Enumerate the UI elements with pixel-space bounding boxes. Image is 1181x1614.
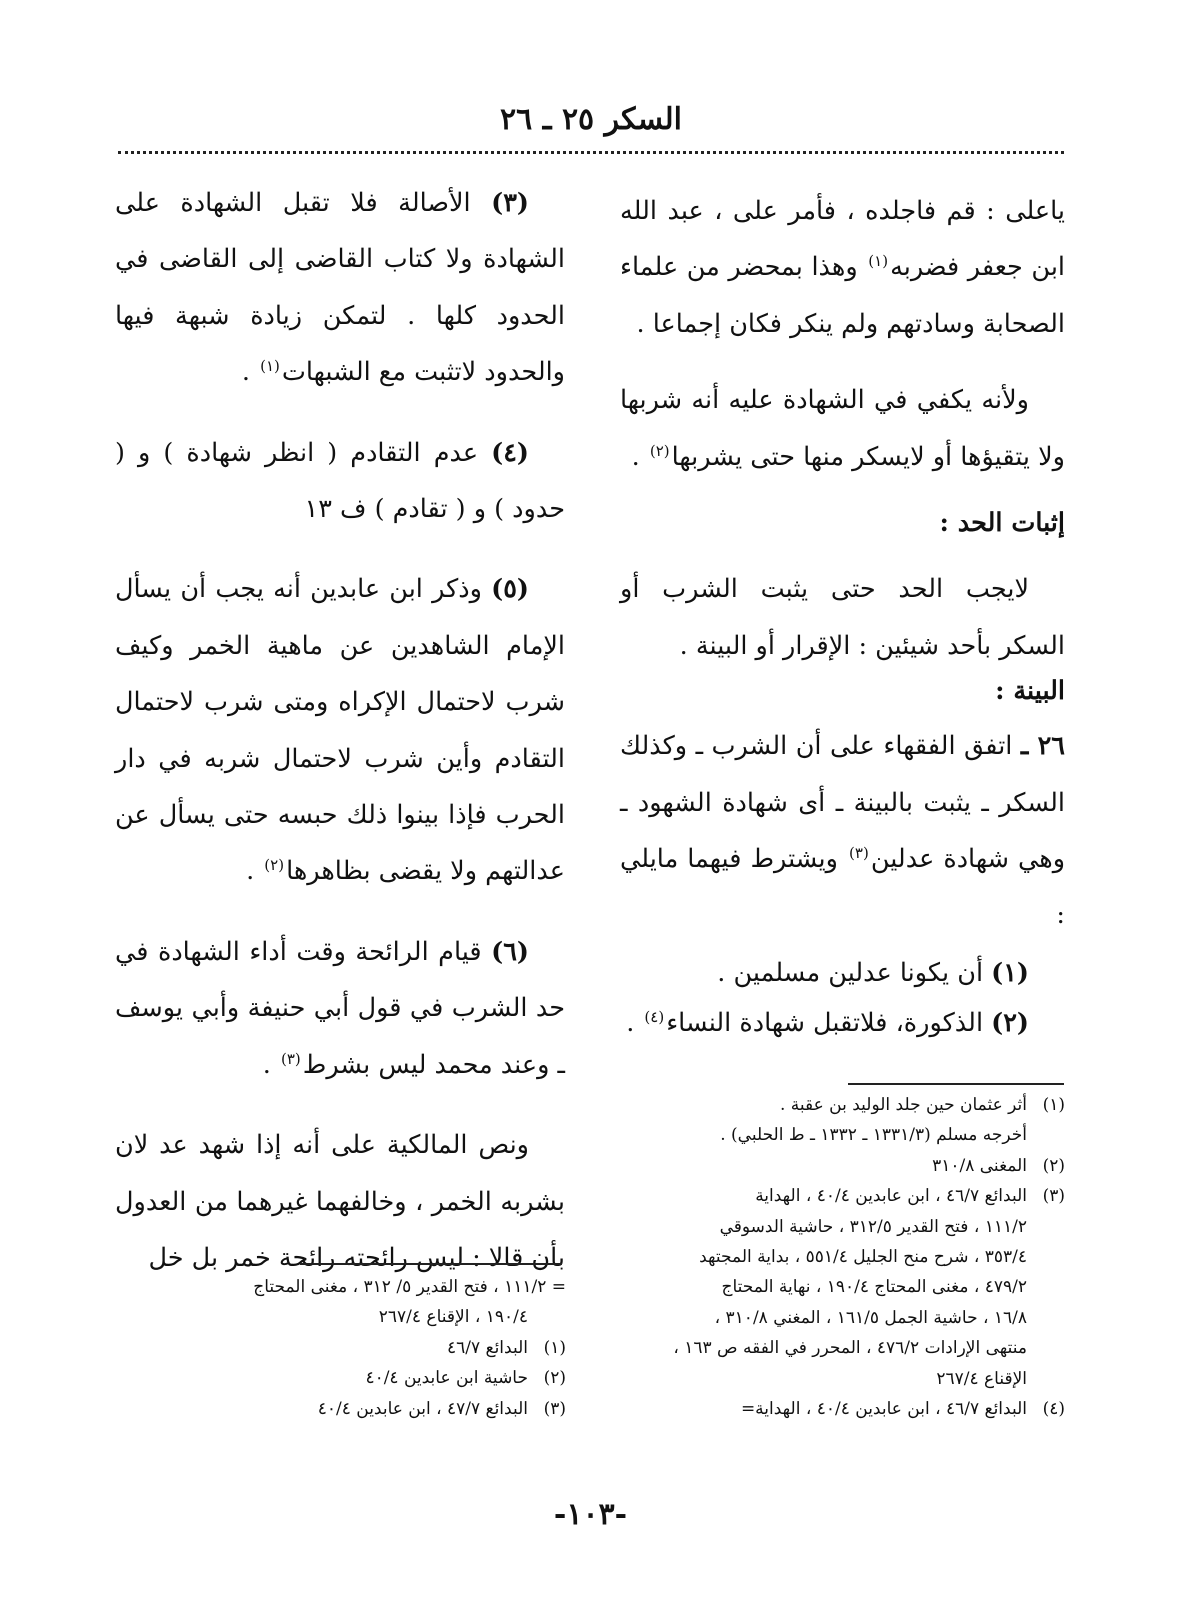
item-number: (٣) xyxy=(491,188,529,218)
right-footnotes xyxy=(620,1090,1065,1424)
footnote xyxy=(110,1394,566,1424)
paragraph-text: الأصالة فلا تقبل الشهادة على الشهادة ولا كتاب القاضى إلى القاضى في الحدود كلها . لتمكن زيادة شبهة فيها والحدود لاتثبت مع الشبهات xyxy=(115,188,565,388)
paragraph-text: ياعلى : قم فاجلده ، فأمر على ، عبد الله ابن جعفر فضربه xyxy=(620,196,1065,283)
footnote-text: حاشية ابن عابدين ٤٠/٤ xyxy=(365,1368,528,1389)
footnote-line: ١١١/٢ ، فتح القدير ٣١٢/٥ ، حاشية الدسوقي xyxy=(719,1216,1027,1237)
footnote-text: البدائع ٤٦/٧ xyxy=(447,1337,528,1358)
paragraph-text: عدم التقادم ( انظر شهادة ) و ( حدود ) و ( تقادم ) ف ١٣ xyxy=(115,437,565,525)
paragraph-text: وهذا بمحضر من علماء الصحابة وسادتهم ولم ينكر فكان إجماعا . xyxy=(620,252,1065,339)
paragraph-text: الذكورة، فلاتقبل شهادة النساء xyxy=(666,1007,992,1038)
left-column xyxy=(115,175,565,1286)
item-number: (٥) xyxy=(491,574,529,605)
footnote-separator xyxy=(848,1083,1064,1085)
footnote-line: ٣٥٣/٤ ، شرح منح الجليل ٥٥١/٤ ، بداية المجتهد xyxy=(699,1247,1027,1268)
footnote xyxy=(620,1181,1065,1394)
paragraph-text: وذكر ابن عابدين أنه يجب أن يسأل الإمام الشاهدين عن ماهية الخمر وكيف شرب لاحتمال الإكراه ومتى شرب لاحتمال التقادم وأين شرب لاحتمال شربه في دار الحرب فإذا بينوا ذلك حبسه حتى يسأل عن عدالتهم ولا يقضى بظاهرها xyxy=(115,574,565,887)
footnote xyxy=(620,1394,1065,1424)
footnote xyxy=(110,1333,566,1363)
numbered-paragraph xyxy=(620,718,1065,944)
footnote-mark: (١) xyxy=(543,1337,566,1358)
footnote-text xyxy=(620,1181,1027,1394)
numbered-paragraph xyxy=(115,924,565,1093)
footnote-line: ٤٧٩/٢ ، مغنى المحتاج ١٩٠/٤ ، نهاية المحتاج xyxy=(721,1277,1027,1298)
paragraph-text: . xyxy=(241,357,259,388)
footnote-ref: (١) xyxy=(260,357,280,376)
footnote-mark: (٣) xyxy=(1042,1186,1065,1207)
footnote-ref: (٤) xyxy=(644,1007,665,1026)
page-header: السكر ٢٥ ـ ٢٦ xyxy=(500,102,682,137)
footnote-mark: (٤) xyxy=(1042,1399,1065,1420)
paragraph-text: . xyxy=(631,441,648,472)
paragraph: لايجب الحد حتى يثبت الشرب أو السكر بأحد شيئين : الإقرار أو البينة . xyxy=(620,574,1065,661)
footnote-text: المغنى ٣١٠/٨ xyxy=(932,1155,1027,1176)
paragraph-number: ٢٦ ـ xyxy=(1020,731,1065,762)
footnote-ref: (٢) xyxy=(649,441,670,460)
footnote-line: ١٦/٨ ، حاشية الجمل ١٦١/٥ ، المغني ٣١٠/٨ ، xyxy=(714,1307,1027,1328)
footnote xyxy=(620,1090,1065,1151)
footnote-line: منتهى الإرادات ٤٧٦/٢ ، المحرر في الفقه ص ١٦٣ ، xyxy=(673,1338,1027,1359)
paragraph-text: . xyxy=(246,856,263,887)
footnote-line: أخرجه مسلم (١٣٣١/٣ ـ ١٣٣٢ ـ ط الحلبي) . xyxy=(720,1125,1027,1146)
footnote-separator xyxy=(300,1263,562,1265)
footnote-line: الإقناع ٢٦٧/٤ xyxy=(936,1368,1027,1389)
paragraph xyxy=(620,372,1065,485)
footnote xyxy=(110,1363,566,1393)
page-number: -١٠٣- xyxy=(553,1497,628,1532)
header-dotted-rule xyxy=(118,151,1064,154)
footnote-line: أثر عثمان حين جلد الوليد بن عقبة . xyxy=(779,1095,1027,1115)
footnote-continuation xyxy=(110,1272,566,1333)
paragraph xyxy=(620,183,1065,352)
footnote-line: ١٩٠/٤ ، الإقناع ٢٦٧/٤ xyxy=(378,1307,528,1328)
footnote-mark: (٣) xyxy=(543,1398,566,1419)
left-footnotes xyxy=(110,1272,566,1424)
numbered-paragraph xyxy=(115,561,565,899)
paragraph-text: اتفق الفقهاء على أن الشرب ـ وكذلك السكر ـ يثبت بالبينة ـ أى شهادة الشهود ـ وهي شهادة عدلين xyxy=(620,731,1066,875)
item-number: (٤) xyxy=(491,437,529,468)
paragraph-text: ويشترط فيهما مايلي : xyxy=(620,844,1065,931)
footnote-mark: (٢) xyxy=(1042,1155,1065,1176)
paragraph-text: . xyxy=(262,1049,279,1080)
numbered-paragraph xyxy=(115,425,565,538)
footnote-line: = ١١١/٢ ، فتح القدير ٥/ ٣١٢ ، مغنى المحتاج xyxy=(253,1277,566,1297)
footnote-text: البدائع ٤٧/٧ ، ابن عابدين ٤٠/٤ xyxy=(317,1398,528,1419)
right-column xyxy=(620,183,1065,1048)
footnote xyxy=(620,1151,1065,1181)
paragraph-text: . xyxy=(626,1007,643,1038)
list-item xyxy=(620,998,1065,1048)
paragraph-text: ولأنه يكفي في الشهادة عليه أنه شربها ولا يتقيؤها أو لايسكر منها حتى يشربها xyxy=(620,385,1065,472)
numbered-paragraph xyxy=(115,175,565,401)
item-number: (١) xyxy=(991,957,1029,988)
paragraph-text: أن يكونا عدلين مسلمين . xyxy=(717,957,992,988)
footnote-ref: (١) xyxy=(868,252,889,271)
footnote-ref: (٢) xyxy=(264,856,285,875)
footnote-ref: (٣) xyxy=(280,1049,301,1068)
footnote-ref: (٣) xyxy=(849,844,869,863)
paragraph-text: قيام الرائحة وقت أداء الشهادة في حد الشرب في قول أبي حنيفة وأبي يوسف ـ وعند محمد ليس بشرط xyxy=(115,936,566,1080)
list-item xyxy=(620,948,1065,998)
footnote-text: البدائع ٤٦/٧ ، ابن عابدين ٤٠/٤ ، الهداية= xyxy=(740,1399,1027,1420)
footnote-text xyxy=(620,1090,1027,1151)
item-number: (٢) xyxy=(991,1007,1029,1038)
footnote-mark: (١) xyxy=(1042,1095,1065,1115)
paragraph: ونص المالكية على أنه إذا شهد عد لان بشربه الخمر ، وخالفهما غيرهما من العدول بأن قالا : ليس رائحته رائحة خمر بل خل xyxy=(115,1130,565,1273)
section-heading: إثبات الحد : xyxy=(939,508,1065,539)
section-heading: البينة : xyxy=(995,676,1065,707)
footnote-mark: (٢) xyxy=(543,1368,566,1389)
item-number: (٦) xyxy=(491,936,529,967)
footnote-line: البدائع ٤٦/٧ ، ابن عابدين ٤٠/٤ ، الهداية xyxy=(755,1186,1027,1207)
